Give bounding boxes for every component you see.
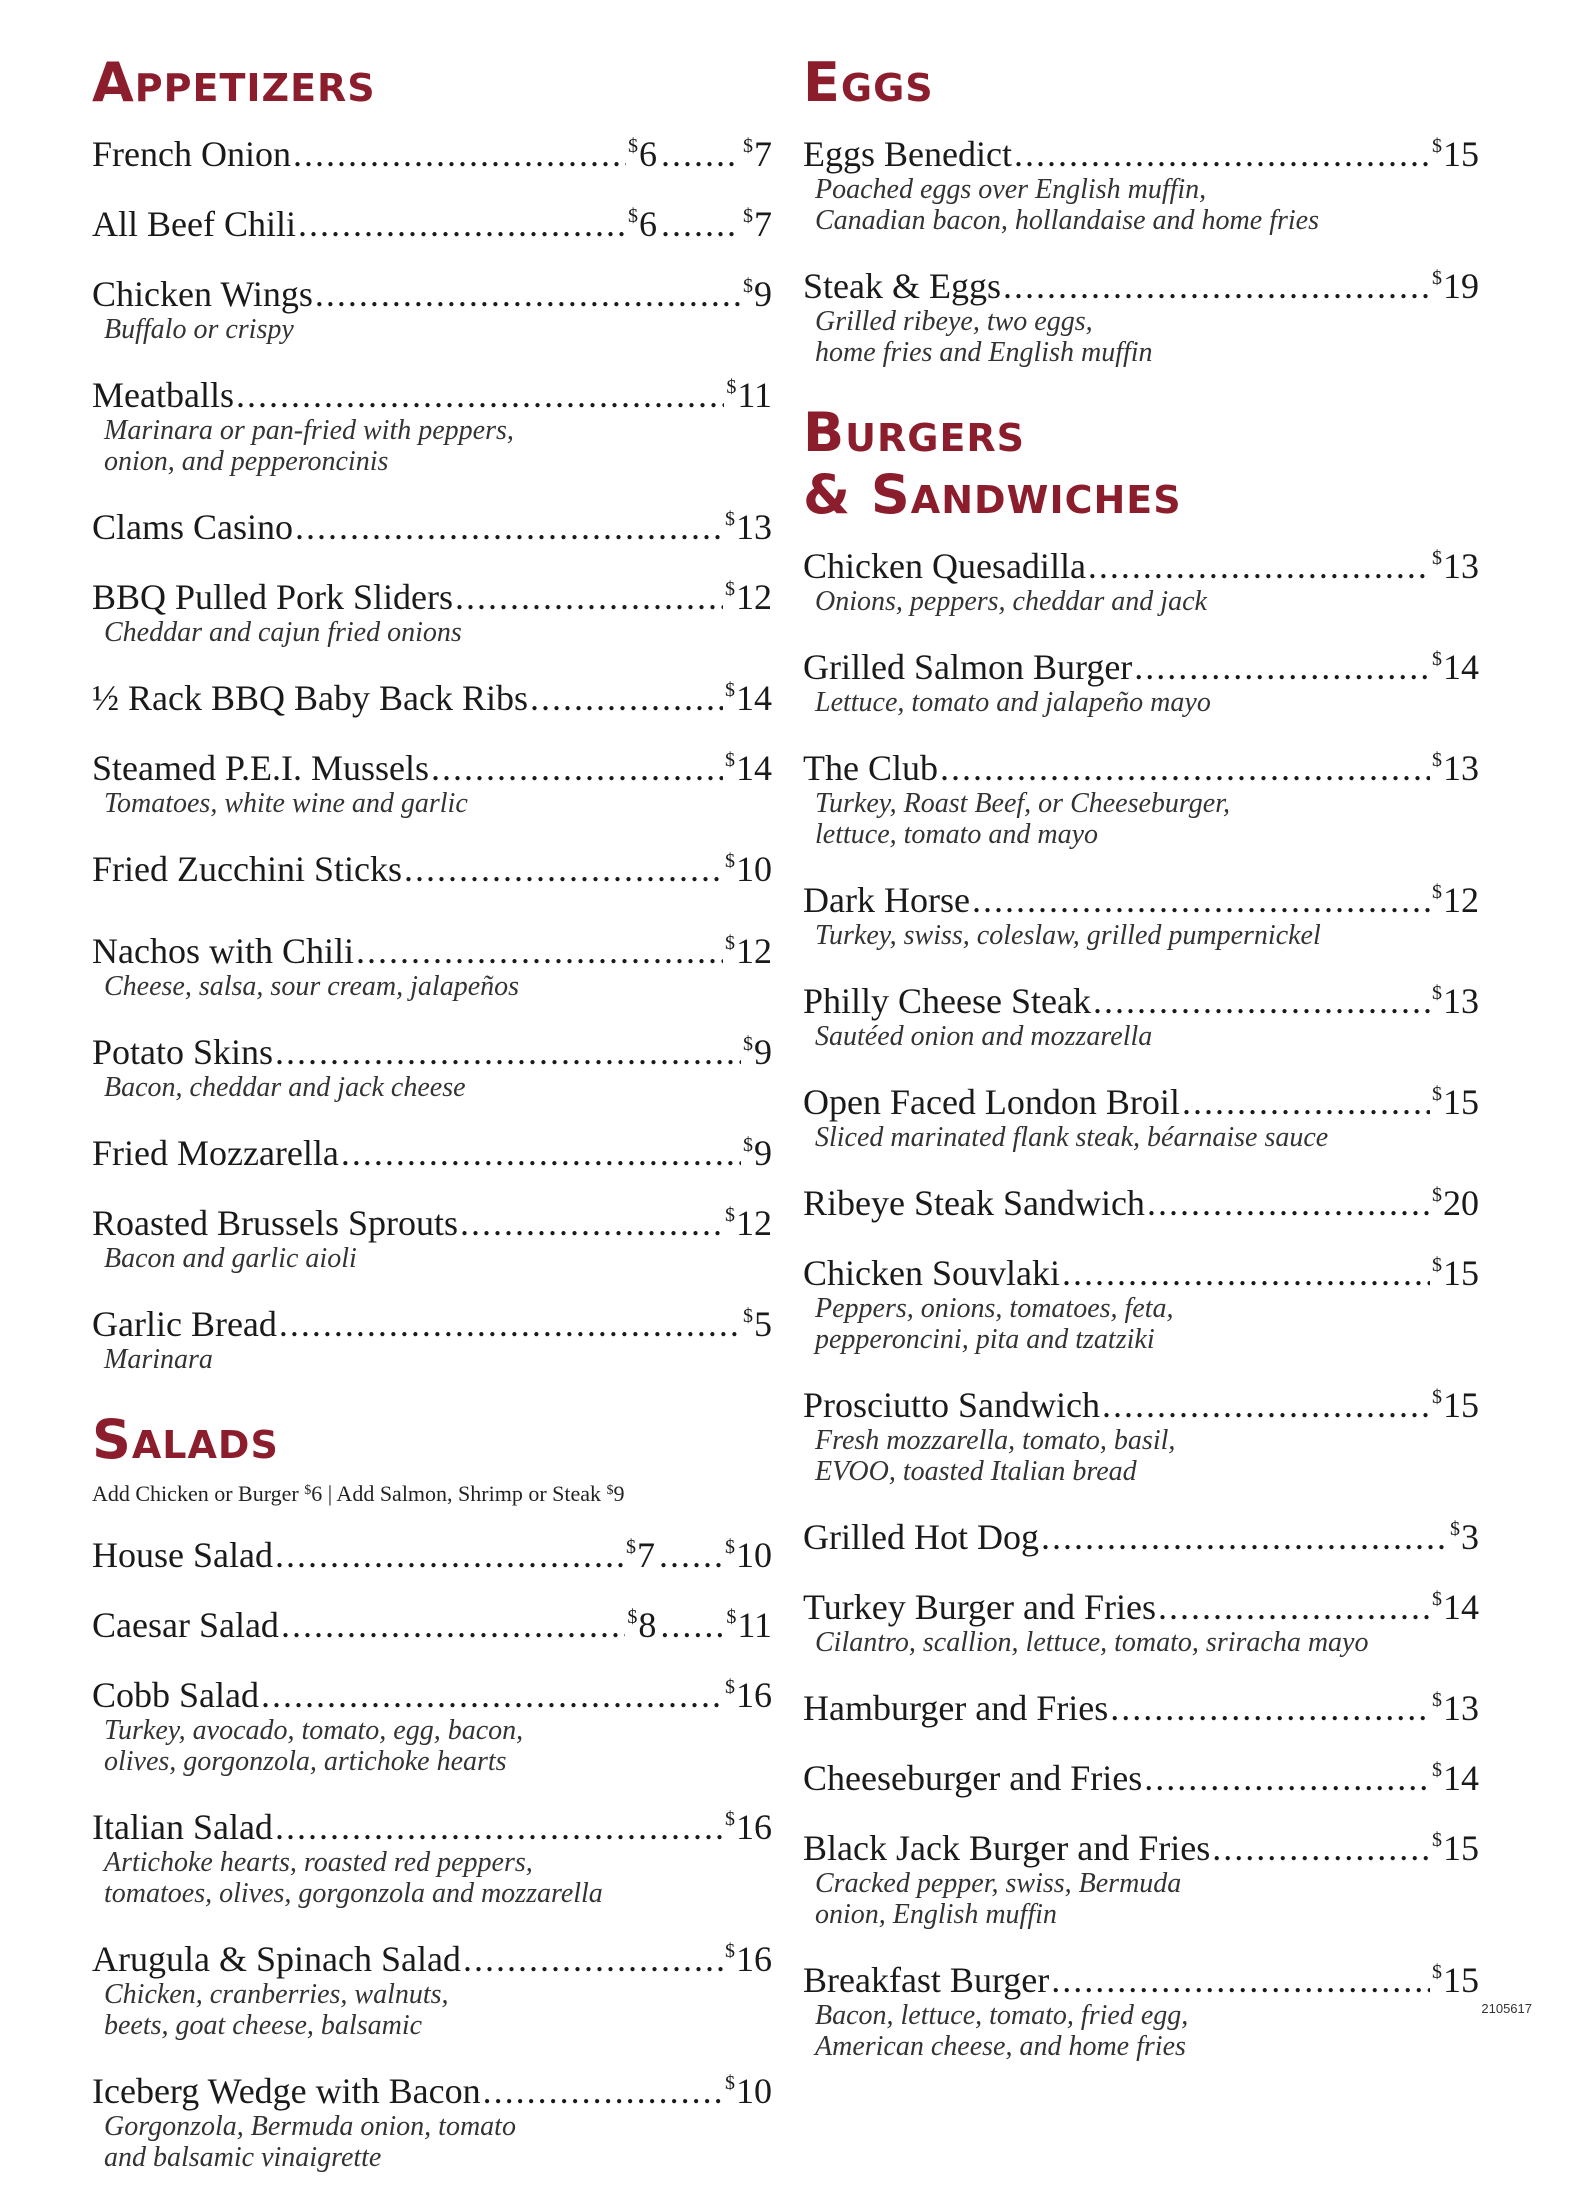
item-description: home fries and English muffin (815, 337, 1153, 368)
item-name: House Salad (92, 1535, 273, 1575)
item-name: Nachos with Chili (92, 931, 354, 971)
item-description: American cheese, and home fries (815, 2031, 1186, 2062)
menu-item (803, 1680, 1479, 1728)
menu-item (803, 538, 1479, 617)
item-description: Marinara or pan-fried with peppers, (104, 415, 514, 446)
item-name: French Onion (92, 134, 291, 174)
item-price: $13 (1432, 1688, 1479, 1728)
item-price: $12 (725, 1203, 772, 1243)
item-name: Roasted Brussels Sprouts (92, 1203, 459, 1243)
item-name: Potato Skins (92, 1032, 274, 1072)
item-description: Cracked pepper, swiss, Bermuda (815, 1868, 1182, 1899)
item-price: $13 (725, 507, 772, 547)
salads-addon-note: Add Chicken or Burger $6 | Add Salmon, Shrimp or Steak $9 (92, 1481, 625, 1506)
item-price: $10 (725, 2071, 772, 2111)
menu-item (803, 1579, 1479, 1658)
menu-item (92, 923, 772, 1002)
item-price: $13 (1432, 546, 1479, 586)
menu-item (92, 1931, 772, 2041)
menu-item (803, 258, 1479, 368)
menu-item (803, 1074, 1479, 1153)
item-price: $14 (725, 748, 772, 788)
item-description: Onions, peppers, cheddar and jack (815, 586, 1207, 617)
item-price: $15 (1432, 134, 1479, 174)
item-price: $3 (1450, 1517, 1479, 1557)
menu-item (803, 1509, 1479, 1557)
item-name: Open Faced London Broil (803, 1082, 1180, 1122)
item-description: Gorgonzola, Bermuda onion, tomato (104, 2111, 516, 2142)
item-price: $16 (725, 1675, 772, 1715)
item-name: All Beef Chili (92, 204, 296, 244)
item-description: Turkey, Roast Beef, or Cheeseburger, (815, 788, 1231, 819)
item-price-large: $11 (726, 1605, 772, 1645)
menu-item (92, 1667, 772, 1777)
item-price: $9 (743, 1133, 772, 1173)
item-price: $12 (725, 931, 772, 971)
item-price-large: $7 (743, 204, 772, 244)
menu-item (803, 1377, 1479, 1487)
item-name: Cobb Salad (92, 1675, 259, 1715)
menu-item (803, 1750, 1479, 1798)
item-price: $9 (743, 274, 772, 314)
menu-item (803, 126, 1479, 236)
item-name: Chicken Wings (92, 274, 313, 314)
item-price: $14 (725, 678, 772, 718)
item-price: $12 (725, 577, 772, 617)
item-name: Ribeye Steak Sandwich (803, 1183, 1145, 1223)
item-price-small: $6 (628, 204, 657, 244)
menu-item (92, 499, 772, 547)
item-name: Grilled Salmon Burger (803, 647, 1133, 687)
item-name: Meatballs (92, 375, 234, 415)
item-description: Sliced marinated flank steak, béarnaise sauce (815, 1122, 1329, 1153)
left-column (92, 52, 772, 2195)
appetizers-title: Appetizers (92, 51, 376, 114)
eggs-title: Eggs (803, 51, 934, 114)
item-price: $14 (1432, 1758, 1479, 1798)
item-price: $20 (1432, 1183, 1479, 1223)
item-price: $15 (1432, 1385, 1479, 1425)
menu-item (803, 1820, 1479, 1930)
item-name: Breakfast Burger (803, 1960, 1050, 2000)
item-name: Hamburger and Fries (803, 1688, 1109, 1728)
item-description: Lettuce, tomato and jalapeño mayo (815, 687, 1211, 718)
menu-item (92, 1296, 772, 1375)
item-description: Buffalo or crispy (104, 314, 294, 345)
item-name: Steak & Eggs (803, 266, 1001, 306)
item-price-large: $10 (725, 1535, 772, 1575)
item-description: EVOO, toasted Italian bread (815, 1456, 1137, 1487)
item-name: Arugula & Spinach Salad (92, 1939, 461, 1979)
item-description: onion, and pepperoncinis (104, 446, 389, 477)
item-price: $14 (1432, 647, 1479, 687)
menu-item (803, 872, 1479, 951)
item-name: ½ Rack BBQ Baby Back Ribs (92, 678, 528, 718)
item-description: Bacon, lettuce, tomato, fried egg, (815, 2000, 1189, 2031)
item-description: Sautéed onion and mozzarella (815, 1021, 1153, 1052)
menu-item (92, 1125, 772, 1173)
item-name: Black Jack Burger and Fries (803, 1828, 1211, 1868)
item-price: $15 (1432, 1082, 1479, 1122)
item-name: Grilled Hot Dog (803, 1517, 1039, 1557)
menu-item (803, 973, 1479, 1052)
menu-item (92, 841, 772, 889)
item-price-large: $7 (743, 134, 772, 174)
item-description: Chicken, cranberries, walnuts, (104, 1979, 449, 2010)
item-name: Cheeseburger and Fries (803, 1758, 1143, 1798)
item-name: Fried Mozzarella (92, 1133, 339, 1173)
menu-item (803, 1245, 1479, 1355)
item-price: $14 (1432, 1587, 1479, 1627)
item-description: onion, English muffin (815, 1899, 1057, 1930)
item-price: $5 (743, 1304, 772, 1344)
item-description: Turkey, swiss, coleslaw, grilled pumpernickel (815, 920, 1321, 951)
menu-item (92, 2063, 772, 2173)
item-description: Tomatoes, white wine and garlic (104, 788, 468, 819)
item-price: $15 (1432, 1960, 1479, 2000)
menu-item (92, 196, 772, 244)
item-name: Clams Casino (92, 507, 294, 547)
item-description: Grilled ribeye, two eggs, (815, 306, 1093, 337)
menu-item (92, 670, 772, 718)
item-description: olives, gorgonzola, artichoke hearts (104, 1746, 507, 1777)
item-name: Chicken Souvlaki (803, 1253, 1060, 1293)
burgers-sandwiches-title: Burgers & Sandwiches (803, 401, 1182, 526)
salads-title: Salads (92, 1408, 279, 1471)
item-description: Artichoke hearts, roasted red peppers, (104, 1847, 533, 1878)
item-name: Philly Cheese Steak (803, 981, 1091, 1021)
menu-item (92, 569, 772, 648)
item-name: The Club (803, 748, 938, 788)
item-description: Fresh mozzarella, tomato, basil, (815, 1425, 1176, 1456)
item-description: Turkey, avocado, tomato, egg, bacon, (104, 1715, 524, 1746)
menu-item (803, 1952, 1479, 2062)
item-price: $15 (1432, 1253, 1479, 1293)
item-description: lettuce, tomato and mayo (815, 819, 1099, 850)
item-description: Poached eggs over English muffin, (815, 174, 1207, 205)
item-price: $10 (725, 849, 772, 889)
item-description: tomatoes, olives, gorgonzola and mozzarella (104, 1878, 603, 1909)
menu-item (92, 1597, 772, 1645)
menu-item (92, 740, 772, 819)
item-description: Peppers, onions, tomatoes, feta, (815, 1293, 1174, 1324)
item-price: $15 (1432, 1828, 1479, 1868)
item-description: Bacon and garlic aioli (104, 1243, 357, 1274)
item-price: $11 (726, 375, 772, 415)
menu-item (92, 367, 772, 477)
item-price: $19 (1432, 266, 1479, 306)
item-price-small: $6 (628, 134, 657, 174)
item-name: Iceberg Wedge with Bacon (92, 2071, 481, 2111)
item-description: pepperoncini, pita and tzatziki (815, 1324, 1155, 1355)
item-name: Fried Zucchini Sticks (92, 849, 402, 889)
item-name: BBQ Pulled Pork Sliders (92, 577, 454, 617)
menu-item (803, 740, 1479, 850)
item-description: Cheddar and cajun fried onions (104, 617, 462, 648)
item-description: Cilantro, scallion, lettuce, tomato, sriracha mayo (815, 1627, 1369, 1658)
right-column (803, 52, 1479, 2084)
menu-item (92, 1195, 772, 1274)
item-name: Eggs Benedict (803, 134, 1012, 174)
item-name: Dark Horse (803, 880, 970, 920)
item-price: $16 (725, 1939, 772, 1979)
document-code: 2105617 (1481, 2001, 1532, 2016)
item-price: $16 (725, 1807, 772, 1847)
item-price: $12 (1432, 880, 1479, 920)
item-name: Prosciutto Sandwich (803, 1385, 1100, 1425)
item-description: and balsamic vinaigrette (104, 2142, 382, 2173)
item-price-small: $7 (626, 1535, 655, 1575)
item-name: Steamed P.E.I. Mussels (92, 748, 429, 788)
menu-item (92, 1799, 772, 1909)
item-description: Marinara (104, 1344, 213, 1375)
item-name: Garlic Bread (92, 1304, 277, 1344)
item-price: $9 (743, 1032, 772, 1072)
item-name: Italian Salad (92, 1807, 273, 1847)
menu-item (92, 1024, 772, 1103)
menu-item (803, 1175, 1479, 1223)
menu-item (803, 639, 1479, 718)
item-name: Caesar Salad (92, 1605, 279, 1645)
item-description: beets, goat cheese, balsamic (104, 2010, 423, 2041)
menu-item (92, 1527, 772, 1575)
item-description: Canadian bacon, hollandaise and home fries (815, 205, 1319, 236)
item-description: Cheese, salsa, sour cream, jalapeños (104, 971, 520, 1002)
item-price: $13 (1432, 981, 1479, 1021)
item-description: Bacon, cheddar and jack cheese (104, 1072, 466, 1103)
menu-item (92, 266, 772, 345)
item-name: Chicken Quesadilla (803, 546, 1086, 586)
item-price: $13 (1432, 748, 1479, 788)
menu-item (92, 126, 772, 174)
item-name: Turkey Burger and Fries (803, 1587, 1156, 1627)
item-price-small: $8 (627, 1605, 657, 1645)
